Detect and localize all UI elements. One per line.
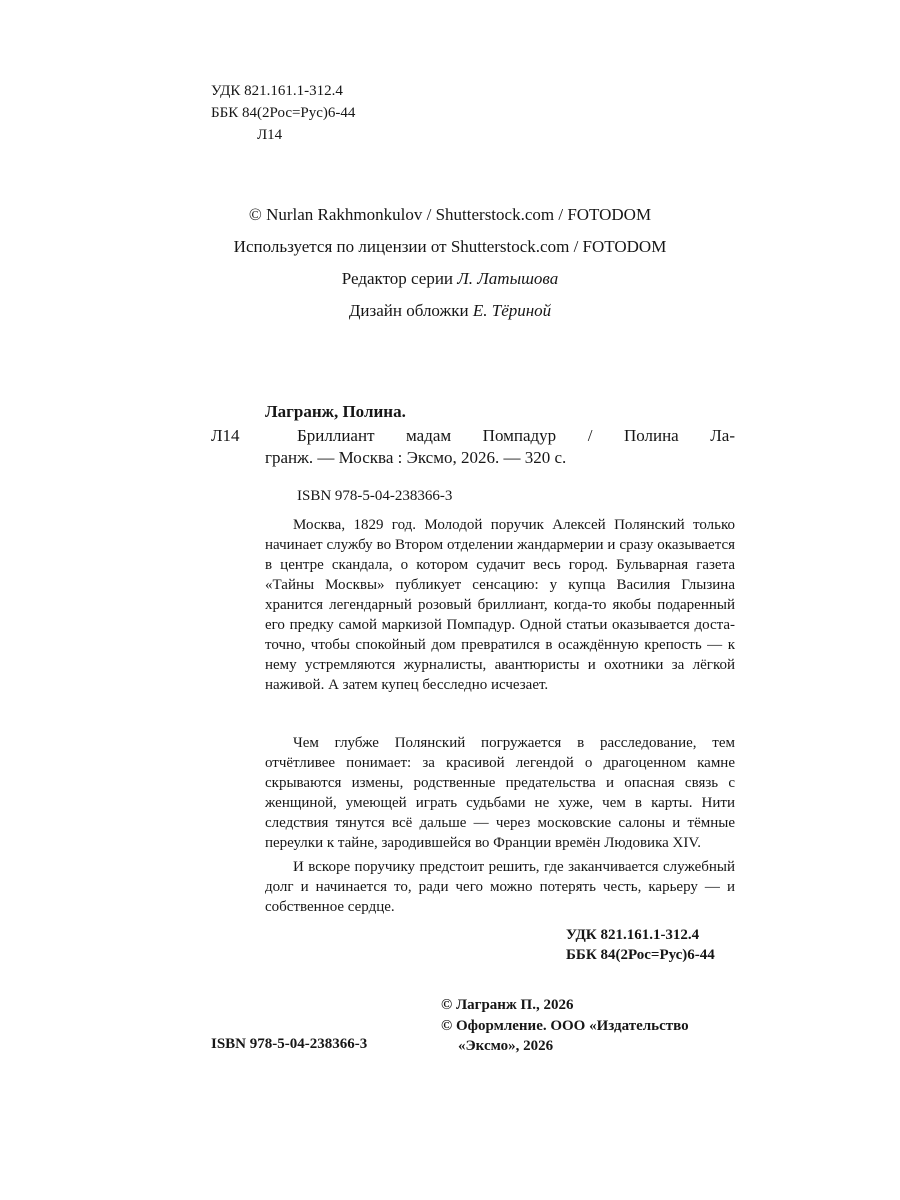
- catalog-title-line2: гранж. — Москва : Эксмо, 2026. — 320 с.: [265, 448, 567, 467]
- series-editor: [0, 269, 900, 289]
- footer-udk-code: УДК 821.161.1-312.4: [566, 927, 700, 943]
- author-mark: Л14: [257, 127, 283, 143]
- copyright-design-line1: © Оформление. ООО «Издательство: [441, 1018, 689, 1034]
- cover-design-label: Дизайн обложки: [348, 301, 469, 320]
- cover-design: [0, 301, 900, 321]
- catalog-author: Лагранж, Полина.: [265, 402, 406, 421]
- footer-bbk-code: ББК 84(2Рос=Рус)6-44: [566, 947, 715, 963]
- catalog-mark: Л14: [211, 426, 240, 445]
- bbk-code: ББК 84(2Рос=Рус)6-44: [211, 105, 356, 121]
- catalog-title-line1: Бриллиант мадам Помпадур / Полина Ла-: [297, 426, 735, 445]
- catalog-isbn: ISBN 978-5-04-238366-3: [297, 488, 453, 504]
- udk-code: УДК 821.161.1-312.4: [211, 83, 343, 99]
- photo-credit: © Nurlan Rakhmonkulov / Shutterstock.com / FOTODOM: [248, 205, 652, 224]
- series-editor-label: Редактор серии: [341, 269, 454, 288]
- copyright-author: © Лагранж П., 2026: [441, 997, 574, 1013]
- license-credit: Используется по лицензии от Shutterstock.com / FOTODOM: [233, 237, 667, 256]
- footer-isbn: ISBN 978-5-04-238366-3: [211, 1036, 368, 1052]
- cover-design-name: Е. Тёриной: [472, 301, 552, 320]
- series-editor-name: Л. Латышова: [457, 269, 559, 288]
- copyright-design-line2: «Эксмо», 2026: [458, 1038, 554, 1054]
- annotation-paragraph-1: Москва, 1829 год. Молодой поручик Алексей Полянский только начинает службу во Втором отделении жандармерии и сразу оказывается в центре скандала, о котором судачит весь город. Бульварная газета «Тайны Москвы» публикует сенсацию: у купца Василия Глызина хранится легендарный розовый бриллиант, когда-то якобы подаренный его предку самой маркизой Помпадур. Одной статьи оказывается достаточно, чтобы спокойный дом превратился в осаждённую крепость — к нему устремляются журналисты, авантюристы и охотники за лёгкой наживой. А затем купец бесследно исчезает.: [265, 517, 735, 693]
- annotation-paragraph-3: И вскоре поручику предстоит решить, где заканчивается служебный долг и начинается то, ради чего можно потерять честь, карьеру — и собственное сердце.: [265, 859, 735, 915]
- annotation-paragraph-2: Чем глубже Полянский погружается в расследование, тем отчётливее понимает: за красивой легендой о драгоценном камне скрываются измены, родственные предательства и опасная связь с женщиной, умеющей играть судьбами не хуже, чем в карты. Нити следствия тянутся всё дальше — через московские салоны и тёмные переулки к тайне, зародившейся во Франции времён Людовика XIV.: [265, 735, 735, 851]
